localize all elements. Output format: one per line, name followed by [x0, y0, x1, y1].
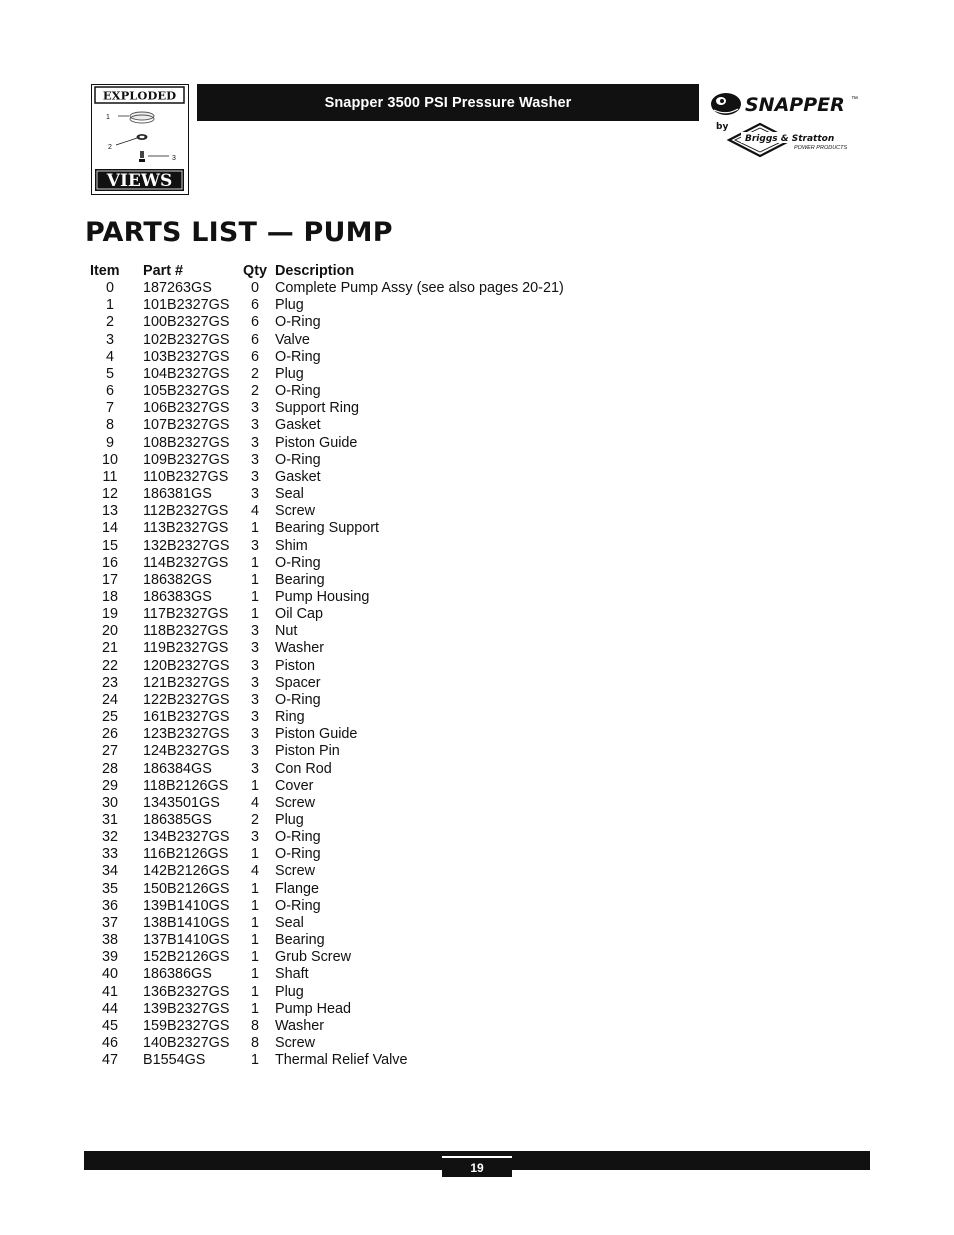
- qty-cell: 3: [250, 434, 259, 451]
- qty-cell: 3: [250, 468, 259, 485]
- logo-brand: SNAPPER: [745, 94, 845, 116]
- description-cell: Cover: [275, 777, 314, 794]
- qty-cell: 3: [250, 709, 259, 726]
- description-cell: Plug: [275, 365, 304, 382]
- item-cell: 23: [101, 674, 118, 691]
- part-number-cell: 120B2327GS: [143, 657, 230, 674]
- part-number-cell: 108B2327GS: [143, 434, 230, 451]
- description-cell: Support Ring: [275, 400, 359, 417]
- description-cell: O-Ring: [275, 829, 321, 846]
- description-cell: Gasket: [275, 417, 321, 434]
- table-row: [86, 503, 564, 520]
- item-cell: 24: [101, 691, 118, 708]
- qty-cell: 1: [250, 571, 259, 588]
- qty-cell: 4: [250, 794, 259, 811]
- item-cell: 11: [102, 468, 118, 485]
- description-cell: Screw: [275, 863, 315, 880]
- item-cell: 7: [105, 400, 114, 417]
- qty-cell: 3: [250, 760, 259, 777]
- table-row: [86, 469, 564, 486]
- table-row: [86, 623, 564, 640]
- table-row: [86, 795, 564, 812]
- header-item: Item: [90, 263, 120, 279]
- item-cell: 17: [101, 571, 118, 588]
- item-cell: 36: [101, 897, 118, 914]
- table-row: [86, 984, 564, 1001]
- part-number-cell: 104B2327GS: [143, 365, 230, 382]
- page-title: PARTS LIST — PUMP: [85, 217, 393, 248]
- part-number-cell: 102B2327GS: [143, 331, 230, 348]
- description-cell: Bearing: [275, 932, 325, 949]
- qty-cell: 1: [250, 520, 259, 537]
- table-row: [86, 366, 564, 383]
- description-cell: Spacer: [275, 674, 321, 691]
- table-row: [86, 486, 564, 503]
- part-number-cell: 101B2327GS: [143, 297, 230, 314]
- qty-cell: 3: [250, 726, 259, 743]
- table-row: [86, 812, 564, 829]
- table-row: [86, 675, 564, 692]
- qty-cell: 1: [250, 966, 259, 983]
- item-cell: 21: [101, 640, 118, 657]
- part-number-cell: 105B2327GS: [143, 383, 230, 400]
- part-number-cell: 161B2327GS: [143, 709, 230, 726]
- description-cell: Piston Guide: [275, 726, 358, 743]
- qty-cell: 2: [250, 383, 259, 400]
- table-row: [86, 881, 564, 898]
- part-number-cell: 159B2327GS: [143, 1017, 230, 1034]
- logo-partner: Briggs & Stratton: [745, 134, 835, 144]
- qty-cell: 1: [250, 949, 259, 966]
- qty-cell: 3: [250, 400, 259, 417]
- part-number-cell: 112B2327GS: [143, 503, 229, 520]
- item-cell: 30: [101, 794, 118, 811]
- logo-partner-sub: POWER PRODUCTS: [794, 145, 848, 151]
- description-cell: Bearing Support: [275, 520, 380, 537]
- qty-cell: 3: [250, 451, 259, 468]
- description-cell: O-Ring: [275, 897, 321, 914]
- part-number-cell: 139B1410GS: [143, 897, 230, 914]
- part-number-cell: 186383GS: [143, 588, 212, 605]
- item-cell: 35: [101, 880, 118, 897]
- item-cell: 38: [101, 932, 118, 949]
- table-row: [86, 538, 564, 555]
- logo-by: by: [716, 122, 729, 132]
- description-cell: Nut: [275, 623, 298, 640]
- item-cell: 8: [105, 417, 114, 434]
- header-title: Snapper 3500 PSI Pressure Washer: [324, 94, 572, 111]
- part-number-cell: 123B2327GS: [143, 726, 230, 743]
- table-row: [86, 280, 564, 297]
- description-cell: Seal: [275, 486, 304, 503]
- part-number-cell: 152B2126GS: [143, 949, 230, 966]
- table-row: [86, 709, 564, 726]
- description-cell: O-Ring: [275, 348, 321, 365]
- table-row: [86, 520, 564, 537]
- description-cell: Piston Guide: [275, 434, 358, 451]
- item-cell: 1: [105, 297, 114, 314]
- qty-cell: 1: [250, 606, 259, 623]
- table-row: [86, 932, 564, 949]
- qty-cell: 6: [250, 348, 259, 365]
- part-number-cell: 138B1410GS: [143, 914, 230, 931]
- table-row: [86, 555, 564, 572]
- part-number-cell: 1343501GS: [143, 794, 220, 811]
- qty-cell: 1: [250, 914, 259, 931]
- part-number-cell: 100B2327GS: [143, 314, 230, 331]
- part-number-cell: 136B2327GS: [143, 983, 230, 1000]
- table-row: [86, 915, 564, 932]
- part-number-cell: B1554GS: [143, 1052, 206, 1069]
- table-row: [86, 658, 564, 675]
- description-cell: Bearing: [275, 571, 325, 588]
- qty-cell: 1: [250, 1000, 259, 1017]
- part-number-cell: 118B2126GS: [143, 777, 229, 794]
- description-cell: Shim: [275, 537, 308, 554]
- table-row: [86, 949, 564, 966]
- exploded-views-badge: [91, 84, 189, 195]
- item-cell: 9: [105, 434, 114, 451]
- qty-cell: 0: [250, 280, 259, 297]
- logo-tm: ™: [851, 96, 858, 103]
- item-cell: 10: [101, 451, 118, 468]
- part-number-cell: 110B2327GS: [143, 468, 229, 485]
- exploded-part-icon: [116, 112, 169, 162]
- item-cell: 22: [101, 657, 118, 674]
- qty-cell: 1: [250, 897, 259, 914]
- description-cell: Flange: [275, 880, 320, 897]
- description-cell: O-Ring: [275, 554, 321, 571]
- qty-cell: 3: [250, 743, 259, 760]
- qty-cell: 4: [250, 863, 259, 880]
- table-row: [86, 898, 564, 915]
- part-number-cell: 139B2327GS: [143, 1000, 230, 1017]
- description-cell: Grub Screw: [275, 949, 351, 966]
- item-cell: 40: [101, 966, 118, 983]
- item-cell: 33: [101, 846, 118, 863]
- description-cell: Washer: [275, 1017, 325, 1034]
- item-cell: 39: [101, 949, 118, 966]
- qty-cell: 1: [250, 588, 259, 605]
- part-number-cell: 132B2327GS: [143, 537, 230, 554]
- part-number-cell: 137B1410GS: [143, 932, 230, 949]
- description-cell: Seal: [275, 914, 304, 931]
- table-row: [86, 829, 564, 846]
- qty-cell: 3: [250, 657, 259, 674]
- item-cell: 41: [101, 983, 118, 1000]
- item-cell: 29: [101, 777, 118, 794]
- turtle-mascot-icon: [711, 93, 741, 115]
- item-cell: 28: [101, 760, 118, 777]
- callout-1: 1: [106, 114, 110, 121]
- part-number-cell: 150B2126GS: [143, 880, 230, 897]
- part-number-cell: 114B2327GS: [143, 554, 229, 571]
- qty-cell: 1: [250, 880, 259, 897]
- qty-cell: 1: [250, 554, 259, 571]
- item-cell: 16: [101, 554, 118, 571]
- table-row: [86, 778, 564, 795]
- description-cell: Piston Pin: [275, 743, 340, 760]
- part-number-cell: 117B2327GS: [143, 606, 229, 623]
- table-row: [86, 417, 564, 434]
- description-cell: Gasket: [275, 468, 321, 485]
- badge-bottom-text: VIEWS: [106, 171, 173, 191]
- part-number-cell: 107B2327GS: [143, 417, 230, 434]
- table-row: [86, 640, 564, 657]
- description-cell: O-Ring: [275, 383, 321, 400]
- qty-cell: 2: [250, 812, 259, 828]
- part-number-cell: 121B2327GS: [143, 674, 230, 691]
- item-cell: 19: [101, 606, 118, 623]
- table-row: [86, 863, 564, 880]
- table-row: [86, 606, 564, 623]
- header-qty: Qty: [243, 263, 267, 279]
- description-cell: Valve: [275, 331, 310, 348]
- table-row: [86, 297, 564, 314]
- item-cell: 0: [105, 280, 114, 297]
- description-cell: Complete Pump Assy (see also pages 20-21): [275, 280, 564, 297]
- description-cell: Con Rod: [275, 760, 332, 777]
- item-cell: 31: [101, 812, 118, 828]
- table-row: [86, 383, 564, 400]
- table-row: [86, 589, 564, 606]
- table-row: [86, 692, 564, 709]
- page-number-tab: [442, 1156, 512, 1177]
- part-number-cell: 119B2327GS: [143, 640, 229, 657]
- item-cell: 2: [105, 314, 114, 331]
- table-row: [86, 572, 564, 589]
- qty-cell: 6: [250, 331, 259, 348]
- part-number-cell: 186382GS: [143, 571, 212, 588]
- part-number-cell: 140B2327GS: [143, 1035, 230, 1052]
- qty-cell: 1: [250, 1052, 259, 1069]
- item-cell: 25: [101, 709, 118, 726]
- item-cell: 46: [101, 1035, 118, 1052]
- callout-3: 3: [172, 155, 176, 162]
- description-cell: Plug: [275, 812, 304, 828]
- part-number-cell: 186381GS: [143, 486, 212, 503]
- description-cell: Washer: [275, 640, 325, 657]
- table-row: [86, 743, 564, 760]
- qty-cell: 3: [250, 623, 259, 640]
- description-cell: Thermal Relief Valve: [275, 1052, 408, 1069]
- item-cell: 14: [101, 520, 118, 537]
- table-row: [86, 1001, 564, 1018]
- item-cell: 44: [101, 1000, 118, 1017]
- item-cell: 37: [101, 914, 118, 931]
- part-number-cell: 134B2327GS: [143, 829, 230, 846]
- part-number-cell: 124B2327GS: [143, 743, 230, 760]
- description-cell: Shaft: [275, 966, 309, 983]
- badge-top-text: EXPLODED: [102, 88, 177, 103]
- table-row: [86, 1035, 564, 1052]
- description-cell: Pump Head: [275, 1000, 351, 1017]
- item-cell: 27: [101, 743, 118, 760]
- table-row: [86, 1052, 564, 1069]
- qty-cell: 2: [250, 365, 259, 382]
- item-cell: 45: [101, 1017, 118, 1034]
- qty-cell: 3: [250, 829, 259, 846]
- part-number-cell: 186385GS: [143, 812, 212, 828]
- table-row: [86, 332, 564, 349]
- item-cell: 47: [101, 1052, 118, 1069]
- table-row: [86, 726, 564, 743]
- qty-cell: 8: [250, 1017, 259, 1034]
- table-header-row: [86, 263, 564, 280]
- item-cell: 4: [105, 348, 114, 365]
- item-cell: 12: [101, 486, 118, 503]
- qty-cell: 1: [250, 777, 259, 794]
- part-number-cell: 186386GS: [143, 966, 212, 983]
- part-number-cell: 113B2327GS: [143, 520, 229, 537]
- item-cell: 3: [105, 331, 114, 348]
- description-cell: Pump Housing: [275, 588, 370, 605]
- qty-cell: 3: [250, 486, 259, 503]
- part-number-cell: 142B2126GS: [143, 863, 230, 880]
- item-cell: 6: [105, 383, 114, 400]
- part-number-cell: 122B2327GS: [143, 691, 230, 708]
- qty-cell: 4: [250, 503, 259, 520]
- qty-cell: 3: [250, 537, 259, 554]
- qty-cell: 3: [250, 691, 259, 708]
- description-cell: Plug: [275, 297, 304, 314]
- part-number-cell: 186384GS: [143, 760, 212, 777]
- header-description: Description: [275, 263, 355, 279]
- item-cell: 26: [101, 726, 118, 743]
- qty-cell: 8: [250, 1035, 259, 1052]
- qty-cell: 6: [250, 314, 259, 331]
- snapper-logo: [708, 88, 864, 164]
- item-cell: 32: [101, 829, 118, 846]
- parts-table: [86, 263, 564, 1069]
- item-cell: 18: [101, 588, 118, 605]
- qty-cell: 6: [250, 297, 259, 314]
- part-number-cell: 109B2327GS: [143, 451, 230, 468]
- item-cell: 13: [101, 503, 118, 520]
- page-number: 19: [470, 1160, 484, 1175]
- qty-cell: 3: [250, 674, 259, 691]
- header-title-bar: [197, 84, 699, 121]
- item-cell: 20: [101, 623, 118, 640]
- part-number-cell: 103B2327GS: [143, 348, 230, 365]
- exploded-views-graphic: [92, 85, 187, 193]
- item-cell: 15: [101, 537, 118, 554]
- description-cell: O-Ring: [275, 314, 321, 331]
- description-cell: Ring: [275, 709, 305, 726]
- qty-cell: 1: [250, 983, 259, 1000]
- parts-table-body: [86, 280, 564, 1069]
- qty-cell: 3: [250, 640, 259, 657]
- table-row: [86, 452, 564, 469]
- qty-cell: 3: [250, 417, 259, 434]
- description-cell: Screw: [275, 1035, 315, 1052]
- table-row: [86, 1018, 564, 1035]
- table-row: [86, 846, 564, 863]
- part-number-cell: 106B2327GS: [143, 400, 230, 417]
- item-cell: 34: [101, 863, 118, 880]
- table-row: [86, 400, 564, 417]
- description-cell: O-Ring: [275, 846, 321, 863]
- qty-cell: 1: [250, 932, 259, 949]
- table-row: [86, 761, 564, 778]
- description-cell: O-Ring: [275, 691, 321, 708]
- description-cell: Screw: [275, 794, 315, 811]
- table-row: [86, 314, 564, 331]
- table-row: [86, 435, 564, 452]
- part-number-cell: 116B2126GS: [143, 846, 229, 863]
- description-cell: Oil Cap: [275, 606, 323, 623]
- table-row: [86, 966, 564, 983]
- description-cell: Piston: [275, 657, 315, 674]
- part-number-cell: 187263GS: [143, 280, 212, 297]
- header-part-number: Part #: [143, 263, 183, 279]
- description-cell: Plug: [275, 983, 304, 1000]
- item-cell: 5: [105, 365, 114, 382]
- callout-2: 2: [108, 144, 112, 151]
- table-row: [86, 349, 564, 366]
- description-cell: Screw: [275, 503, 315, 520]
- description-cell: O-Ring: [275, 451, 321, 468]
- qty-cell: 1: [250, 846, 259, 863]
- part-number-cell: 118B2327GS: [143, 623, 229, 640]
